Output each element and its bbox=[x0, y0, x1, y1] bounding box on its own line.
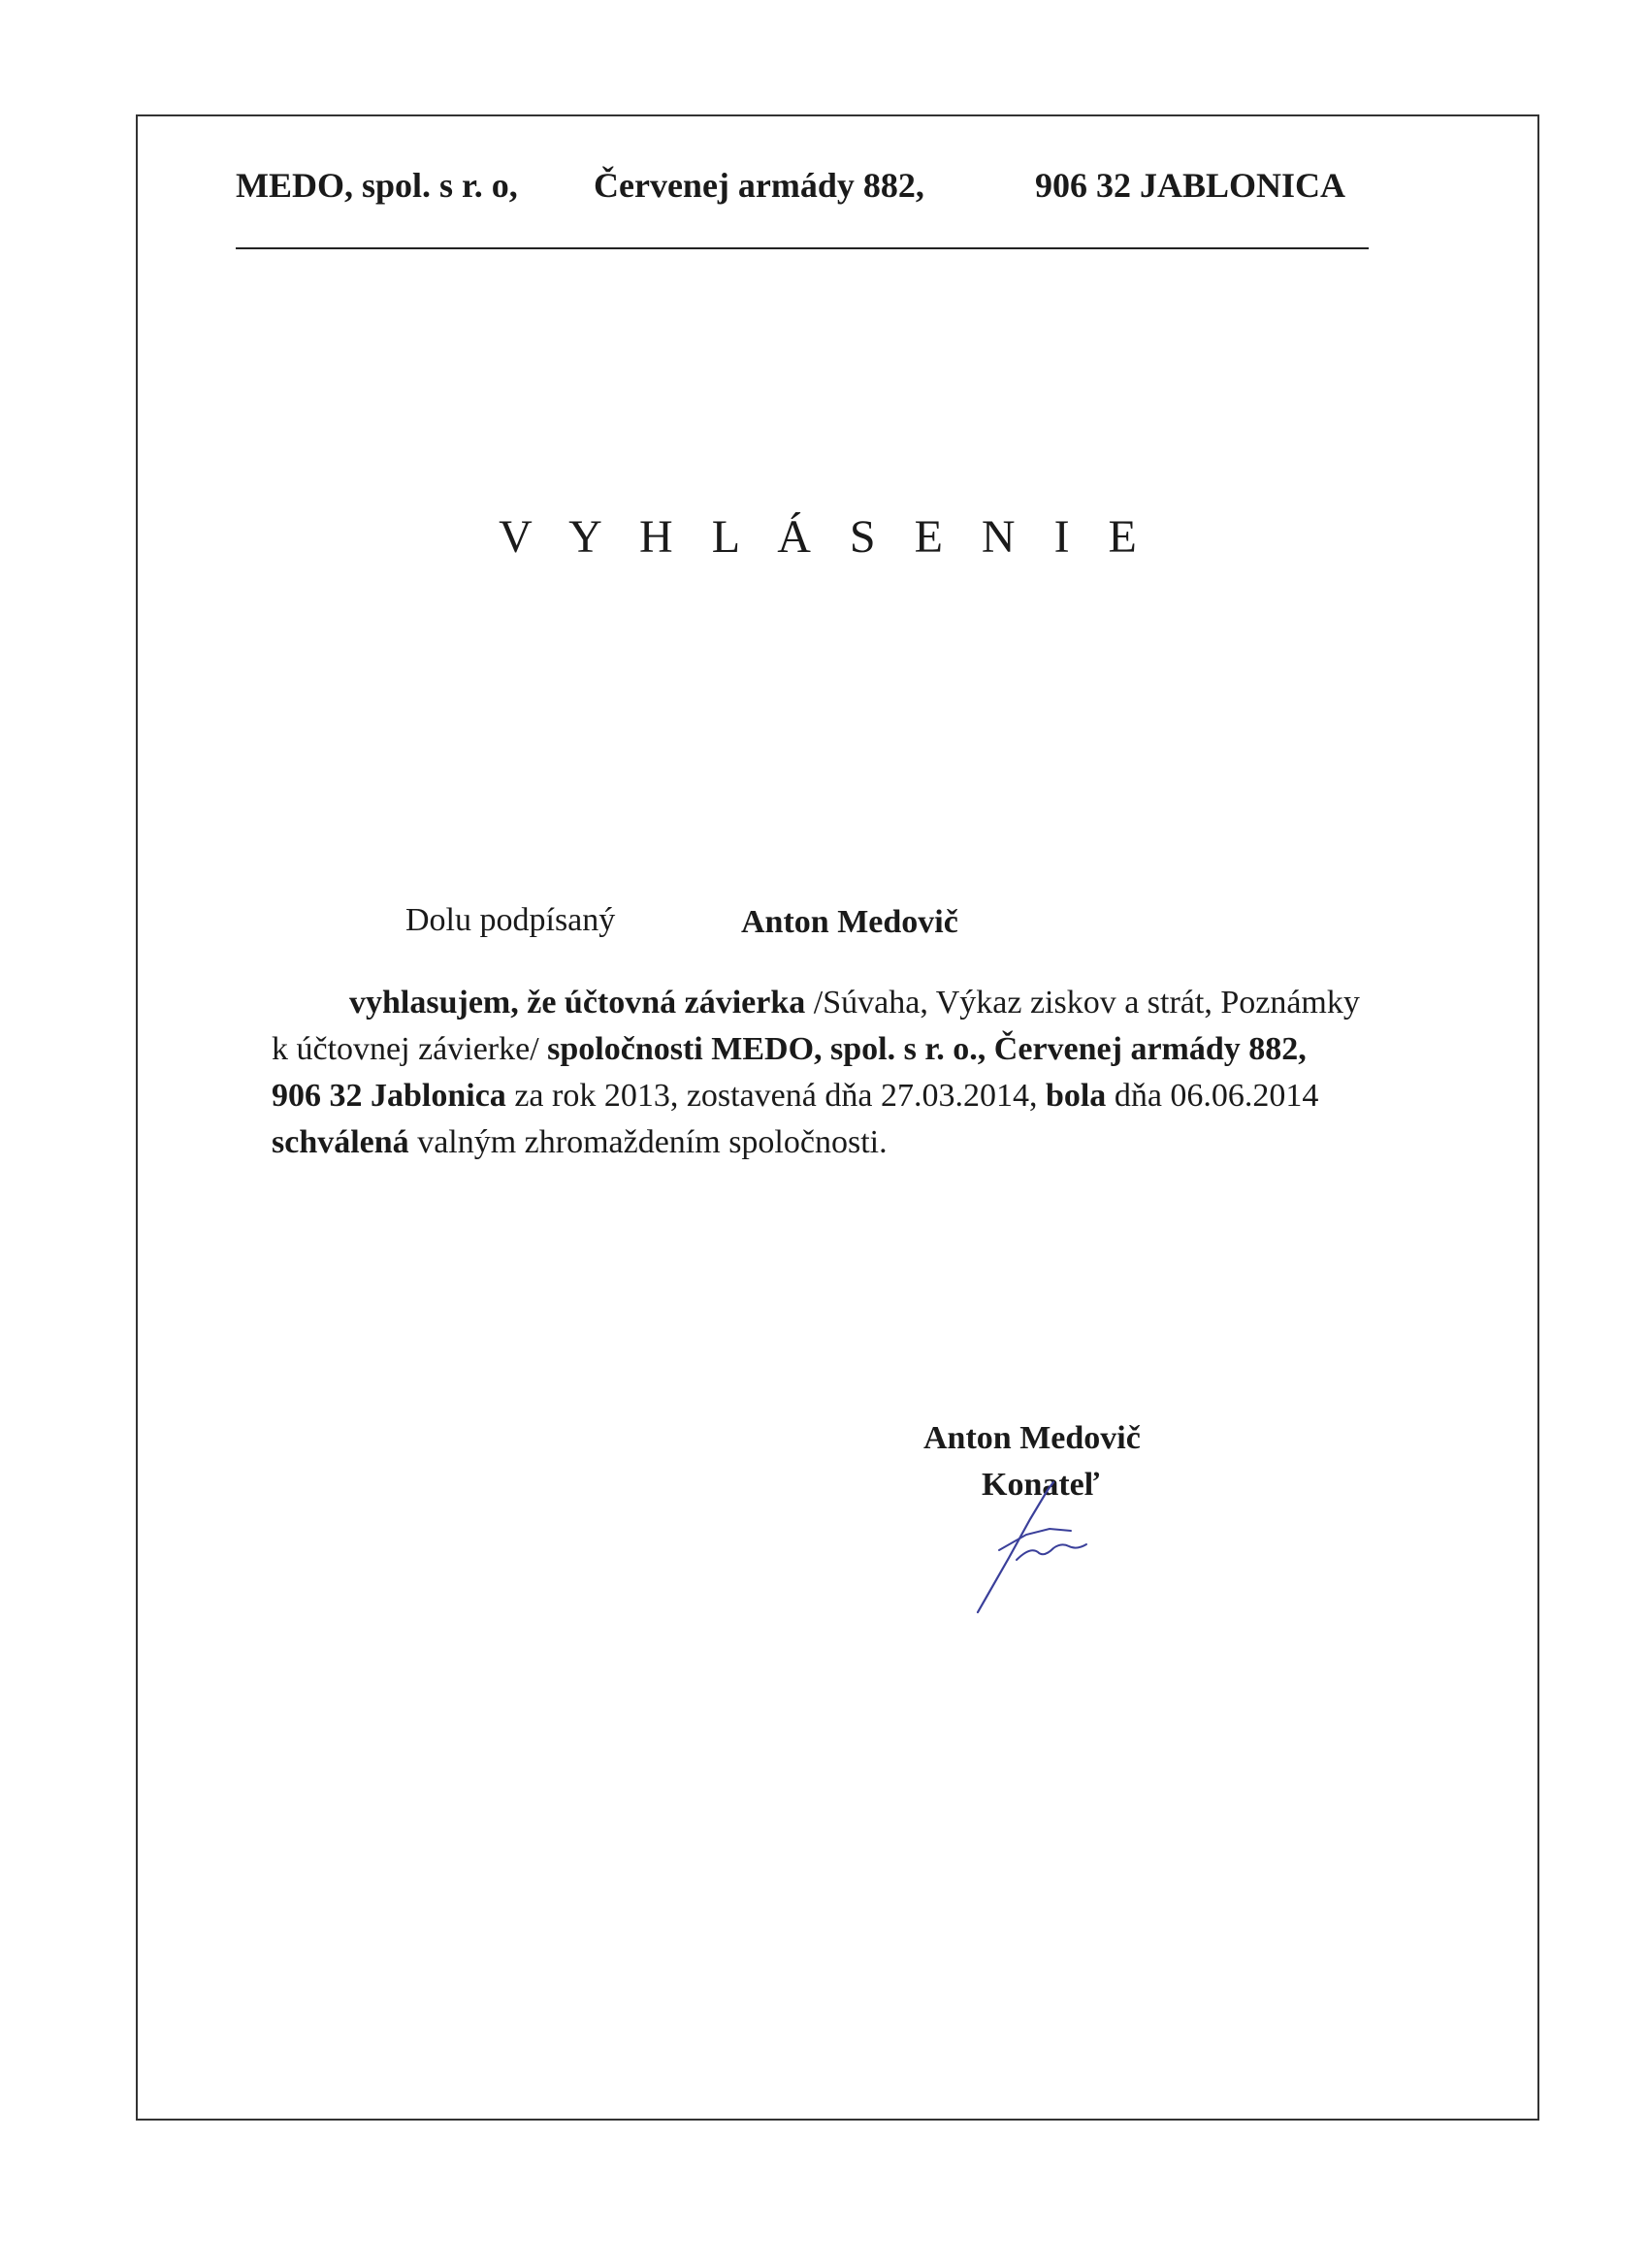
body-line-1 bbox=[272, 980, 1474, 1026]
handwritten-signature bbox=[970, 1465, 1116, 1620]
body-text: dňa 06.06.2014 bbox=[1106, 1078, 1319, 1114]
body-line-2 bbox=[272, 1026, 1474, 1073]
body-text: za rok 2013, zostavená dňa 27.03.2014, bbox=[505, 1078, 1046, 1114]
body-text-bold: spoločnosti MEDO, spol. s r. o., Červenej armády 882, bbox=[547, 1031, 1307, 1067]
declaration-body bbox=[272, 980, 1474, 1166]
letterhead-city: 906 32 JABLONICA bbox=[1035, 166, 1346, 205]
body-text-bold: 906 32 Jablonica bbox=[272, 1078, 506, 1114]
signatory-name: Anton Medovič bbox=[923, 1420, 1141, 1456]
declarant-name: Anton Medovič bbox=[741, 904, 958, 940]
body-text: valným zhromaždením spoločnosti. bbox=[408, 1124, 888, 1160]
body-text-bold: schválená bbox=[272, 1124, 409, 1160]
body-text: /Súvaha, Výkaz ziskov a strát, Poznámky bbox=[805, 985, 1360, 1021]
body-text-bold: vyhlasujem, že účtovná závierka bbox=[349, 985, 806, 1021]
body-line-3 bbox=[272, 1073, 1474, 1119]
letterhead-street: Červenej armády 882, bbox=[594, 166, 924, 205]
body-line-4 bbox=[272, 1119, 1474, 1166]
letterhead-divider bbox=[236, 247, 1369, 249]
letterhead-company: MEDO, spol. s r. o, bbox=[236, 166, 518, 205]
document-title: V Y H L Á S E N I E bbox=[499, 511, 1150, 563]
declarant-label: Dolu podpísaný bbox=[405, 902, 616, 938]
signatory-role: Konateľ bbox=[982, 1467, 1100, 1503]
body-text-bold: bola bbox=[1045, 1078, 1107, 1114]
body-text: k účtovnej závierke/ bbox=[272, 1031, 548, 1067]
letterhead bbox=[236, 165, 1380, 213]
